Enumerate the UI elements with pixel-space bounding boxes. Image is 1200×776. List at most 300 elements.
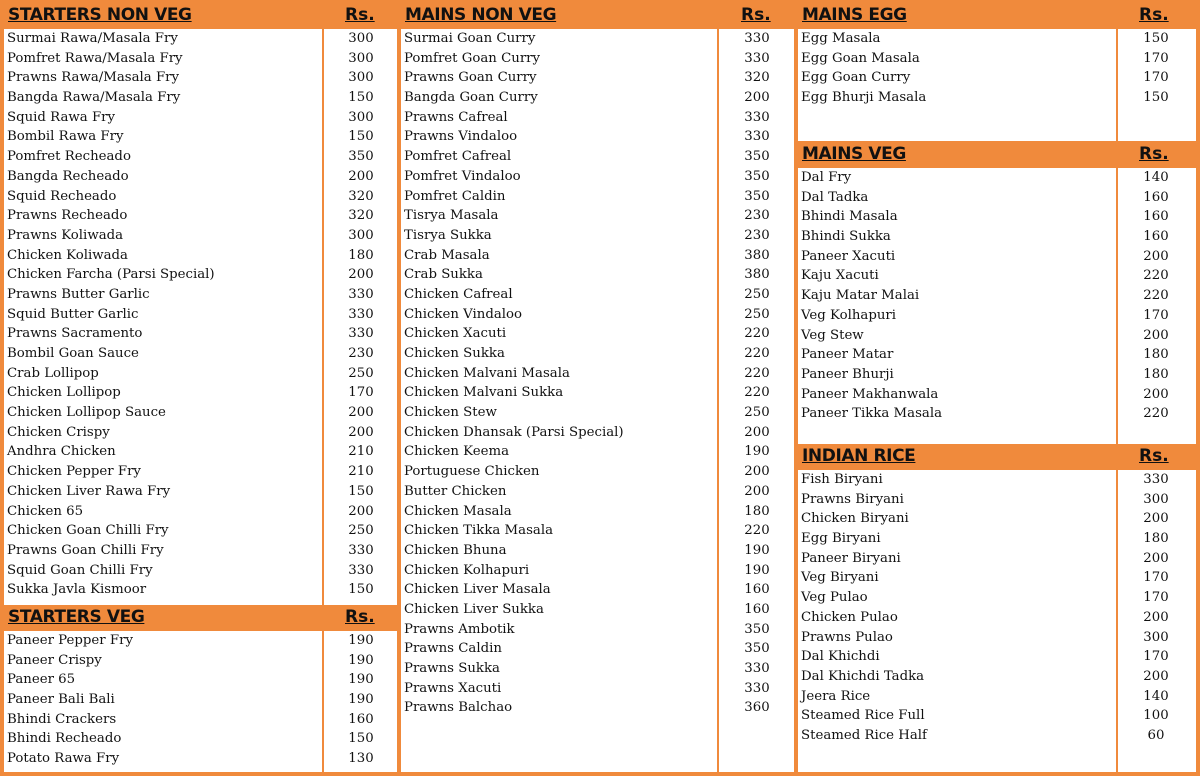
item-name: Chicken Bhuna (404, 542, 507, 558)
menu-item (401, 502, 794, 522)
menu-item (4, 344, 397, 364)
item-name: Chicken Lollipop (7, 385, 121, 401)
section-starters-non-veg (4, 3, 397, 605)
menu-item (401, 187, 794, 207)
menu-item (798, 687, 1196, 707)
item-price: 190 (348, 692, 374, 708)
currency-label: Rs. (1139, 446, 1169, 466)
menu-item (4, 206, 397, 226)
menu-item (4, 521, 397, 541)
item-name: Chicken Liver Sukka (404, 601, 544, 617)
item-name: Bhindi Recheado (7, 731, 122, 747)
item-name: Pomfret Caldin (404, 188, 506, 204)
menu-item (798, 247, 1196, 267)
menu-item (4, 631, 397, 651)
item-price: 180 (1143, 347, 1169, 363)
menu-item (4, 710, 397, 730)
item-price: 140 (1143, 688, 1169, 704)
item-price: 180 (1143, 366, 1169, 382)
menu-item (4, 670, 397, 690)
item-price: 190 (744, 444, 770, 460)
item-name: Chicken Lollipop Sauce (7, 405, 166, 421)
menu-item (401, 88, 794, 108)
item-name: Prawns Vindaloo (404, 129, 518, 145)
item-name: Prawns Cafreal (404, 109, 508, 125)
menu-item (798, 49, 1196, 69)
item-price: 200 (1143, 668, 1169, 684)
item-name: Pomfret Goan Curry (404, 50, 541, 66)
menu-item (798, 706, 1196, 726)
item-name: Paneer Matar (801, 347, 894, 363)
menu-item (798, 365, 1196, 385)
item-price: 170 (1143, 590, 1169, 606)
item-name: Egg Goan Masala (801, 50, 920, 66)
item-price: 300 (348, 227, 374, 243)
menu-item (4, 49, 397, 69)
item-name: Kaju Xacuti (801, 268, 879, 284)
item-name: Prawns Sukka (404, 661, 500, 676)
item-price: 230 (744, 208, 770, 224)
item-price: 180 (744, 503, 770, 519)
section-header (401, 3, 794, 29)
item-price: 160 (1143, 189, 1169, 205)
item-price: 350 (744, 149, 770, 165)
menu-item (401, 659, 794, 679)
item-price: 200 (348, 424, 374, 440)
item-price: 330 (744, 50, 770, 66)
item-price: 250 (744, 306, 770, 322)
item-name: Dal Fry (801, 170, 852, 185)
item-name: Fish Biryani (801, 472, 883, 487)
item-price: 200 (1143, 386, 1169, 402)
section-title: MAINS EGG (802, 5, 907, 25)
menu-item (4, 482, 397, 502)
item-name: Bhindi Masala (801, 209, 898, 225)
item-name: Butter Chicken (404, 483, 507, 499)
item-price: 220 (1143, 406, 1169, 422)
item-name: Paneer Pepper Fry (7, 633, 133, 648)
item-price: 150 (348, 731, 374, 747)
item-price: 180 (1143, 531, 1169, 547)
menu-item (798, 628, 1196, 648)
item-list (4, 29, 397, 605)
item-name: Tisrya Sukka (404, 227, 492, 243)
section-header (4, 3, 397, 29)
item-name: Paneer Xacuti (801, 248, 896, 264)
menu-item (4, 423, 397, 443)
item-price: 380 (744, 267, 770, 283)
menu-item (4, 561, 397, 581)
item-price: 350 (744, 188, 770, 204)
menu-item (4, 749, 397, 769)
item-price: 200 (348, 267, 374, 283)
menu-item (798, 385, 1196, 405)
menu-item (798, 88, 1196, 108)
item-name: Bombil Goan Sauce (7, 346, 139, 361)
item-price: 140 (1143, 170, 1169, 185)
item-price: 250 (348, 523, 374, 539)
item-price: 330 (348, 542, 374, 558)
item-name: Paneer Tikka Masala (801, 406, 943, 422)
section-header (798, 444, 1196, 470)
menu-item (4, 502, 397, 522)
menu-item (798, 306, 1196, 326)
item-price: 200 (744, 483, 770, 499)
currency-label: Rs. (741, 5, 771, 25)
item-name: Prawns Recheado (7, 208, 128, 224)
item-price: 230 (348, 346, 374, 361)
menu-item (4, 324, 397, 344)
item-price: 350 (744, 621, 770, 637)
item-price: 320 (744, 70, 770, 86)
item-price: 220 (744, 365, 770, 381)
item-price: 60 (1147, 727, 1165, 743)
menu-item (401, 442, 794, 462)
item-price: 190 (744, 562, 770, 578)
menu-item (798, 608, 1196, 628)
menu-item (4, 29, 397, 49)
item-name: Paneer Crispy (7, 652, 102, 668)
item-price: 380 (744, 247, 770, 263)
menu-item (401, 423, 794, 443)
menu-item (401, 580, 794, 600)
menu-item (4, 403, 397, 423)
item-name: Prawns Rawa/Masala Fry (7, 70, 180, 86)
section-indian-rice (798, 444, 1196, 772)
item-name: Squid Butter Garlic (7, 306, 139, 322)
item-price: 220 (744, 326, 770, 342)
currency-label: Rs. (1139, 144, 1169, 164)
menu-item (401, 167, 794, 187)
item-price: 200 (1143, 248, 1169, 264)
item-name: Chicken Xacuti (404, 326, 507, 342)
item-name: Egg Masala (801, 31, 881, 46)
menu-item (798, 529, 1196, 549)
column-1 (4, 0, 397, 776)
menu-item (4, 729, 397, 749)
menu-item (401, 679, 794, 699)
item-name: Chicken Masala (404, 503, 512, 519)
item-name: Prawns Pulao (801, 629, 893, 645)
item-price: 160 (744, 601, 770, 617)
item-name: Prawns Koliwada (7, 227, 124, 243)
item-name: Prawns Caldin (404, 641, 502, 657)
item-price: 220 (744, 346, 770, 361)
item-price: 320 (348, 208, 374, 224)
item-price: 360 (744, 700, 770, 716)
menu-item (4, 88, 397, 108)
menu-item (401, 521, 794, 541)
item-name: Crab Masala (404, 247, 490, 263)
item-price: 330 (1143, 472, 1169, 487)
item-name: Chicken Pepper Fry (7, 464, 141, 480)
section-starters-veg (4, 605, 397, 772)
item-price: 330 (348, 562, 374, 578)
menu-item (4, 246, 397, 266)
menu-item (798, 404, 1196, 424)
menu-item (798, 266, 1196, 286)
item-name: Prawns Ambotik (404, 621, 515, 637)
item-name: Squid Goan Chilli Fry (7, 562, 153, 578)
item-name: Surmai Rawa/Masala Fry (7, 31, 178, 46)
item-price: 200 (348, 168, 374, 184)
item-name: Chicken Malvani Sukka (404, 385, 564, 401)
item-price: 330 (744, 129, 770, 145)
item-price: 350 (744, 168, 770, 184)
item-price: 100 (1143, 708, 1169, 724)
item-price: 200 (1143, 609, 1169, 625)
item-price: 330 (348, 326, 374, 342)
menu-item (4, 285, 397, 305)
item-list (798, 29, 1196, 141)
item-price: 230 (744, 227, 770, 243)
menu-item (401, 698, 794, 718)
item-name: Chicken Vindaloo (404, 306, 523, 322)
item-name: Prawns Xacuti (404, 680, 502, 696)
menu-item (798, 68, 1196, 88)
menu-item (4, 147, 397, 167)
item-price: 200 (744, 464, 770, 480)
menu-item (401, 29, 794, 49)
menu-item (401, 639, 794, 659)
item-name: Veg Pulao (801, 590, 868, 606)
item-price: 160 (744, 582, 770, 598)
item-price: 170 (1143, 50, 1169, 66)
item-price: 160 (1143, 209, 1169, 225)
item-name: Chicken Farcha (Parsi Special) (7, 267, 215, 283)
item-price: 160 (1143, 229, 1169, 245)
menu-item (798, 726, 1196, 746)
menu-item (401, 226, 794, 246)
item-name: Chicken Pulao (801, 609, 898, 625)
menu-item (798, 286, 1196, 306)
menu-item (4, 68, 397, 88)
menu-item (4, 167, 397, 187)
menu-item (4, 187, 397, 207)
item-name: Paneer Biryani (801, 550, 901, 566)
item-name: Steamed Rice Full (801, 708, 925, 724)
item-name: Paneer 65 (7, 672, 76, 688)
menu-item (401, 108, 794, 128)
menu-item (401, 246, 794, 266)
section-title: MAINS VEG (802, 144, 906, 164)
item-price: 300 (348, 31, 374, 46)
menu-item (401, 561, 794, 581)
item-price: 300 (348, 70, 374, 86)
menu-item (4, 127, 397, 147)
item-name: Chicken Sukka (404, 346, 505, 361)
item-price: 150 (348, 582, 374, 598)
item-name: Crab Sukka (404, 267, 483, 283)
menu-item (401, 147, 794, 167)
menu-item (798, 490, 1196, 510)
item-name: Portuguese Chicken (404, 464, 540, 480)
item-name: Surmai Goan Curry (404, 31, 536, 46)
item-list (798, 470, 1196, 772)
menu-item (798, 326, 1196, 346)
item-price: 170 (1143, 70, 1169, 86)
menu-item (401, 620, 794, 640)
item-name: Potato Rawa Fry (7, 751, 120, 767)
menu-item (401, 462, 794, 482)
item-name: Prawns Biryani (801, 491, 904, 507)
menu-item (798, 188, 1196, 208)
item-price: 150 (348, 90, 374, 106)
item-name: Andhra Chicken (7, 444, 116, 460)
menu-item (4, 462, 397, 482)
item-name: Chicken Dhansak (Parsi Special) (404, 424, 624, 440)
menu-item (798, 588, 1196, 608)
item-name: Chicken Koliwada (7, 247, 128, 263)
item-name: Bangda Rawa/Masala Fry (7, 90, 181, 106)
item-price: 250 (744, 405, 770, 421)
item-name: Chicken 65 (7, 503, 84, 519)
item-price: 170 (1143, 570, 1169, 586)
item-price: 190 (348, 633, 374, 648)
menu-item (798, 470, 1196, 490)
item-price: 350 (348, 149, 374, 165)
menu-item (401, 541, 794, 561)
menu-item (798, 647, 1196, 667)
currency-label: Rs. (345, 607, 375, 627)
item-name: Veg Kolhapuri (801, 307, 896, 323)
item-name: Dal Khichdi Tadka (801, 668, 925, 684)
item-price: 200 (348, 503, 374, 519)
item-name: Sukka Javla Kismoor (7, 582, 147, 598)
item-price: 190 (348, 652, 374, 668)
item-price: 200 (1143, 511, 1169, 527)
item-list (798, 168, 1196, 444)
item-name: Veg Biryani (801, 570, 879, 586)
item-price: 300 (348, 50, 374, 66)
item-name: Bhindi Crackers (7, 711, 117, 727)
item-name: Chicken Tikka Masala (404, 523, 554, 539)
item-name: Chicken Malvani Masala (404, 365, 570, 381)
item-price: 330 (744, 31, 770, 46)
item-name: Chicken Cafreal (404, 286, 513, 302)
item-price: 250 (744, 286, 770, 302)
item-name: Dal Tadka (801, 189, 869, 205)
menu-item (4, 690, 397, 710)
menu-item (4, 541, 397, 561)
column-2 (401, 0, 794, 776)
menu-item (401, 127, 794, 147)
item-name: Egg Bhurji Masala (801, 90, 927, 106)
item-name: Paneer Bhurji (801, 366, 894, 382)
menu-item (401, 285, 794, 305)
section-header (798, 3, 1196, 29)
item-name: Kaju Matar Malai (801, 288, 920, 304)
section-mains-non-veg (401, 3, 794, 772)
item-name: Prawns Goan Chilli Fry (7, 542, 164, 558)
item-price: 320 (348, 188, 374, 204)
menu-item (401, 305, 794, 325)
item-name: Steamed Rice Half (801, 727, 927, 743)
item-price: 200 (744, 424, 770, 440)
menu-item (4, 580, 397, 600)
item-price: 150 (1143, 90, 1169, 106)
menu-item (4, 651, 397, 671)
item-name: Bombil Rawa Fry (7, 129, 124, 145)
menu-item (798, 168, 1196, 188)
item-price: 180 (348, 247, 374, 263)
item-name: Prawns Butter Garlic (7, 286, 150, 302)
menu-item (4, 383, 397, 403)
section-title: STARTERS VEG (8, 607, 145, 627)
section-title: MAINS NON VEG (405, 5, 557, 25)
section-header (798, 142, 1196, 168)
menu-item (798, 509, 1196, 529)
item-price: 220 (1143, 288, 1169, 304)
menu-item (798, 667, 1196, 687)
item-price: 150 (1143, 31, 1169, 46)
item-price: 160 (348, 711, 374, 727)
menu-item (4, 442, 397, 462)
menu-item (798, 345, 1196, 365)
item-name: Pomfret Rawa/Masala Fry (7, 50, 183, 66)
item-price: 220 (744, 523, 770, 539)
menu-item (401, 206, 794, 226)
item-name: Egg Biryani (801, 531, 881, 547)
column-3 (798, 0, 1196, 776)
menu-item (798, 29, 1196, 49)
item-price: 130 (348, 751, 374, 767)
item-name: Bangda Goan Curry (404, 90, 538, 106)
item-price: 170 (1143, 307, 1169, 323)
menu-item (4, 226, 397, 246)
item-name: Paneer Makhanwala (801, 386, 939, 402)
item-price: 170 (348, 385, 374, 401)
item-price: 200 (744, 90, 770, 106)
item-name: Pomfret Vindaloo (404, 168, 521, 184)
item-price: 200 (1143, 550, 1169, 566)
item-price: 330 (348, 286, 374, 302)
item-price: 300 (1143, 491, 1169, 507)
item-price: 250 (348, 365, 374, 381)
item-name: Egg Goan Curry (801, 70, 911, 86)
item-name: Bhindi Sukka (801, 229, 891, 245)
item-name: Pomfret Cafreal (404, 149, 512, 165)
menu-item (401, 482, 794, 502)
menu-item (401, 344, 794, 364)
item-name: Tisrya Masala (404, 208, 499, 224)
section-title: INDIAN RICE (802, 446, 916, 466)
item-name: Chicken Kolhapuri (404, 562, 530, 578)
item-price: 210 (348, 444, 374, 460)
item-name: Chicken Crispy (7, 424, 110, 440)
section-mains-egg (798, 3, 1196, 141)
menu-item (401, 265, 794, 285)
item-price: 220 (1143, 268, 1169, 284)
item-name: Squid Recheado (7, 188, 117, 204)
menu-item (798, 549, 1196, 569)
item-name: Pomfret Recheado (7, 149, 131, 165)
item-price: 300 (1143, 629, 1169, 645)
item-price: 210 (348, 464, 374, 480)
item-name: Chicken Liver Masala (404, 582, 551, 598)
item-price: 220 (744, 385, 770, 401)
menu-item (798, 568, 1196, 588)
item-price: 190 (744, 542, 770, 558)
item-price: 300 (348, 109, 374, 125)
item-name: Squid Rawa Fry (7, 109, 116, 125)
item-name: Prawns Sacramento (7, 326, 143, 342)
item-name: Jeera Rice (801, 688, 871, 704)
item-price: 150 (348, 129, 374, 145)
item-price: 350 (744, 641, 770, 657)
section-title: STARTERS NON VEG (8, 5, 192, 25)
item-name: Chicken Goan Chilli Fry (7, 523, 169, 539)
